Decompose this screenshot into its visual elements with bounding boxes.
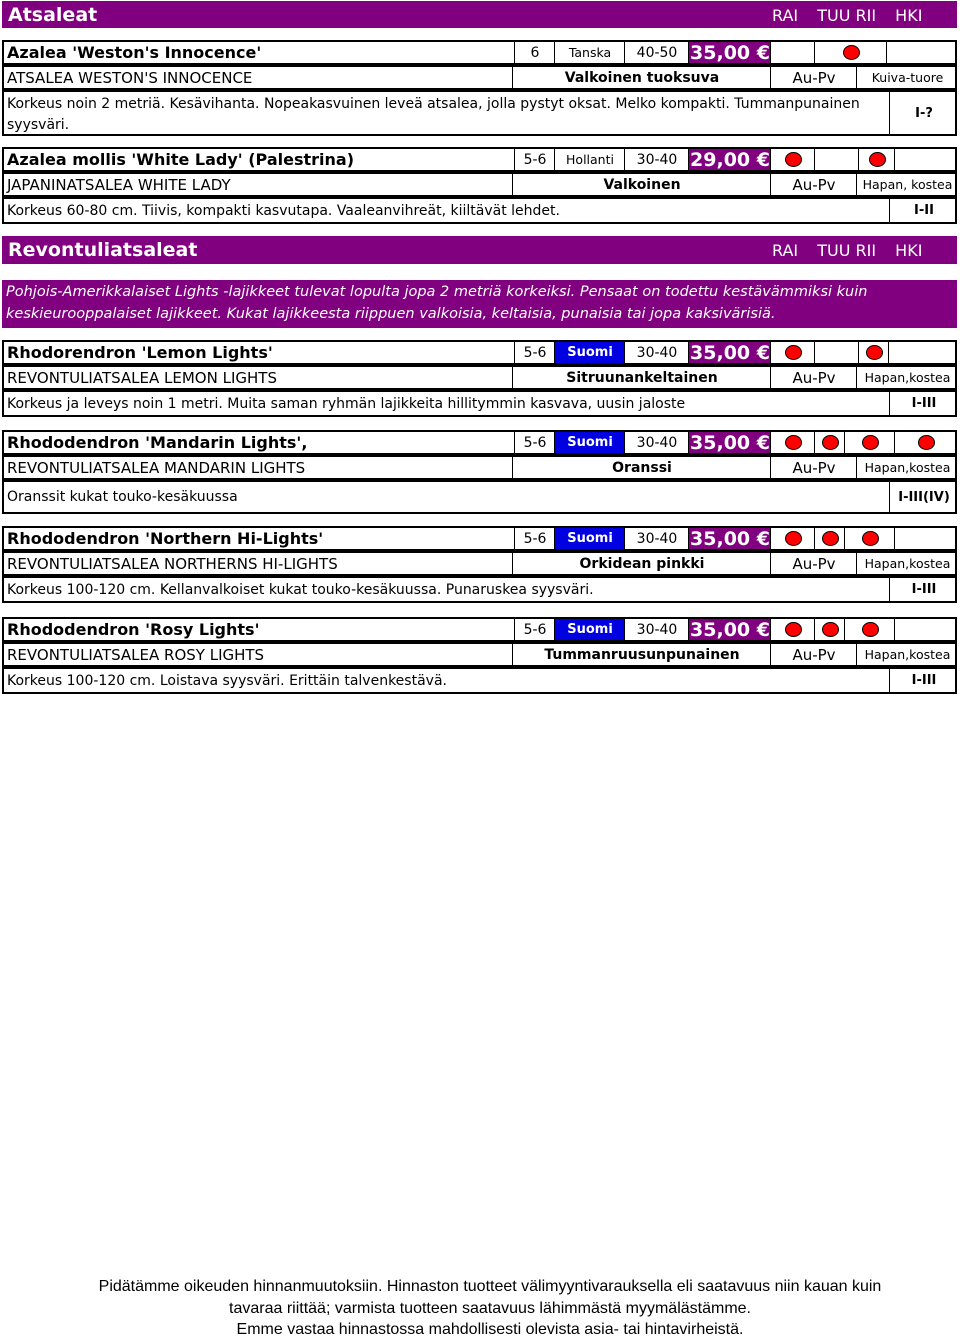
avail-hki xyxy=(844,619,895,640)
common-name: REVONTULIATSALEA NORTHERNS HI-LIGHTS xyxy=(7,554,338,573)
available-dot-icon xyxy=(862,531,879,546)
price: 35,00 € xyxy=(688,42,771,63)
zone: 5-6 xyxy=(514,528,555,549)
avail-hki xyxy=(844,528,895,549)
common-name: REVONTULIATSALEA MANDARIN LIGHTS xyxy=(7,458,306,477)
product-desc-row xyxy=(2,480,957,514)
store-columns xyxy=(772,241,936,260)
footer-line: Emme vastaa hinnastossa mahdollisesti olevista asia- tai hintavirheistä. xyxy=(236,1321,744,1338)
common-name: JAPANINATSALEA WHITE LADY xyxy=(7,175,231,194)
available-dot-icon xyxy=(822,622,839,637)
origin-badge: Suomi xyxy=(554,342,625,363)
available-dot-icon xyxy=(918,435,935,450)
available-dot-icon xyxy=(785,345,802,360)
product-name: Azalea mollis 'White Lady' (Palestrina) xyxy=(7,150,355,169)
product-mandarin-lights xyxy=(2,430,957,514)
light: Au-Pv xyxy=(770,644,857,665)
light: Au-Pv xyxy=(770,367,857,388)
section-header-revontuli xyxy=(2,236,957,264)
light: Au-Pv xyxy=(770,553,857,574)
avail-tuu xyxy=(814,149,859,170)
store-columns xyxy=(772,6,936,25)
store-hki: HKI xyxy=(895,241,923,260)
avail-tuu xyxy=(814,528,845,549)
avail-rai xyxy=(770,619,815,640)
section-header-atsaleat xyxy=(2,1,957,28)
avail-tuu xyxy=(814,432,845,453)
product-weston-innocence xyxy=(2,40,957,136)
origin-badge: Suomi xyxy=(554,432,625,453)
flower-color: Valkoinen xyxy=(512,174,771,195)
product-sub-row xyxy=(2,455,957,480)
hardiness-zone: I-III xyxy=(889,392,958,415)
store-hki: HKI xyxy=(895,6,923,25)
product-name: Rhodorendron 'Lemon Lights' xyxy=(7,343,273,362)
available-dot-icon xyxy=(785,435,802,450)
avail-tuu xyxy=(814,42,887,63)
product-desc-row xyxy=(2,197,957,224)
section-title: Revontuliatsaleat xyxy=(8,239,198,261)
available-dot-icon xyxy=(785,531,802,546)
hardiness-zone: I-III(IV) xyxy=(889,482,958,512)
available-dot-icon xyxy=(822,435,839,450)
avail-rai xyxy=(770,342,815,363)
store-rai: RAI xyxy=(772,241,799,260)
product-sub-row xyxy=(2,365,957,390)
footer-disclaimer xyxy=(0,1276,960,1341)
price: 35,00 € xyxy=(688,619,771,640)
soil: Hapan,kostea xyxy=(856,367,958,388)
store-tuu: TUU RII xyxy=(817,6,877,25)
product-sub-row xyxy=(2,551,957,576)
origin-badge: Suomi xyxy=(554,528,625,549)
size: 30-40 xyxy=(624,432,689,453)
product-name: Azalea 'Weston's Innocence' xyxy=(7,43,262,62)
flower-color: Valkoinen tuoksuva xyxy=(512,67,771,88)
origin-badge: Suomi xyxy=(554,619,625,640)
product-desc-row xyxy=(2,576,957,603)
product-main-row xyxy=(2,340,957,365)
price: 35,00 € xyxy=(688,342,771,363)
zone: 5-6 xyxy=(514,432,555,453)
zone: 6 xyxy=(514,42,555,63)
zone: 5-6 xyxy=(514,149,555,170)
empty-cell xyxy=(894,528,958,549)
soil: Hapan,kostea xyxy=(856,644,958,665)
empty-cell xyxy=(894,149,958,170)
available-dot-icon xyxy=(822,531,839,546)
product-main-row xyxy=(2,526,957,551)
hardiness-zone: I-II xyxy=(889,199,958,222)
flower-color: Tummanruusunpunainen xyxy=(512,644,771,665)
product-sub-row xyxy=(2,65,957,90)
product-main-row xyxy=(2,40,957,65)
footer-line: tavaraa riittää; varmista tuotteen saatavuus lähimmästä myymälästämme. xyxy=(229,1299,751,1317)
avail-hki xyxy=(858,149,895,170)
avail-hki xyxy=(886,42,958,63)
store-tuu: TUU RII xyxy=(817,241,877,260)
empty-cell xyxy=(888,342,958,363)
avail-rai xyxy=(770,42,815,63)
soil: Hapan,kostea xyxy=(856,457,958,478)
product-main-row xyxy=(2,147,957,172)
flower-color: Orkidean pinkki xyxy=(512,553,771,574)
product-main-row xyxy=(2,430,957,455)
size: 30-40 xyxy=(624,342,689,363)
avail-rai xyxy=(770,432,815,453)
size: 30-40 xyxy=(624,619,689,640)
soil: Kuiva-tuore xyxy=(856,67,958,88)
description: Korkeus 100-120 cm. Loistava syysväri. Erittäin talvenkestävä. xyxy=(7,673,447,689)
product-white-lady xyxy=(2,147,957,224)
soil: Hapan, kostea xyxy=(856,174,958,195)
product-desc-row xyxy=(2,90,957,136)
description: Korkeus noin 2 metriä. Kesävihanta. Nopeakasvuinen leveä atsalea, jolla pystyt oksat. Melko kompakti. Tummanpunainen syysväri. xyxy=(7,96,860,133)
size: 30-40 xyxy=(624,149,689,170)
common-name: ATSALEA WESTON'S INNOCENCE xyxy=(7,68,253,87)
soil: Hapan,kostea xyxy=(856,553,958,574)
origin: Hollanti xyxy=(554,149,625,170)
avail-tuu xyxy=(814,619,845,640)
available-dot-icon xyxy=(785,152,802,167)
available-dot-icon xyxy=(869,152,886,167)
zone: 5-6 xyxy=(514,342,555,363)
description: Korkeus 100-120 cm. Kellanvalkoiset kukat touko-kesäkuussa. Punaruskea syysväri. xyxy=(7,582,594,598)
product-name: Rhododendron 'Rosy Lights' xyxy=(7,620,260,639)
product-rosy-lights xyxy=(2,617,957,694)
origin: Tanska xyxy=(554,42,625,63)
avail-tuu xyxy=(814,342,859,363)
available-dot-icon xyxy=(862,435,879,450)
price: 29,00 € xyxy=(688,149,771,170)
common-name: REVONTULIATSALEA LEMON LIGHTS xyxy=(7,368,277,387)
light: Au-Pv xyxy=(770,457,857,478)
section-title: Atsaleat xyxy=(8,4,98,26)
flower-color: Oranssi xyxy=(512,457,771,478)
common-name: REVONTULIATSALEA ROSY LIGHTS xyxy=(7,645,265,664)
footer-line: Pidätämme oikeuden hinnanmuutoksiin. Hinnaston tuotteet välimyyntivarauksella eli saatavuus niin kauan kuin xyxy=(98,1278,882,1295)
empty-cell xyxy=(894,619,958,640)
size: 30-40 xyxy=(624,528,689,549)
price: 35,00 € xyxy=(688,432,771,453)
description: Korkeus 60-80 cm. Tiivis, kompakti kasvutapa. Vaaleanvihreät, kiiltävät lehdet. xyxy=(7,203,560,219)
store-rai: RAI xyxy=(772,6,799,25)
product-name: Rhododendron 'Mandarin Lights', xyxy=(7,433,308,452)
avail-rai xyxy=(770,528,815,549)
avail-extra xyxy=(894,432,958,453)
hardiness-zone: I-III xyxy=(889,669,958,692)
flower-color: Sitruunankeltainen xyxy=(512,367,771,388)
product-desc-row xyxy=(2,390,957,417)
description: Korkeus ja leveys noin 1 metri. Muita saman ryhmän lajikkeita hillitymmin kasvava, uusin jaloste xyxy=(7,396,686,412)
avail-hki xyxy=(844,432,895,453)
hardiness-zone: I-? xyxy=(889,92,958,134)
available-dot-icon xyxy=(785,622,802,637)
product-northern-hi-lights xyxy=(2,526,957,603)
avail-hki xyxy=(858,342,889,363)
product-main-row xyxy=(2,617,957,642)
product-lemon-lights xyxy=(2,340,957,417)
section-intro: Pohjois-Amerikkalaiset Lights -lajikkeet tulevat lopulta jopa 2 metriä korkeiksi. Pensaat on todettu kestävämmiksi kuin keskieurooppalaiset lajikkeet. Kukat lajikkeesta riippuen valkoisia, keltaisia, punaisia tai jopa kaksivärisiä. xyxy=(2,280,957,328)
available-dot-icon xyxy=(843,45,860,60)
light: Au-Pv xyxy=(770,174,857,195)
product-name: Rhododendron 'Northern Hi-Lights' xyxy=(7,529,324,548)
available-dot-icon xyxy=(866,345,883,360)
product-desc-row xyxy=(2,667,957,694)
hardiness-zone: I-III xyxy=(889,578,958,601)
description: Oranssit kukat touko-kesäkuussa xyxy=(7,489,238,505)
product-sub-row xyxy=(2,172,957,197)
zone: 5-6 xyxy=(514,619,555,640)
avail-rai xyxy=(770,149,815,170)
price: 35,00 € xyxy=(688,528,771,549)
available-dot-icon xyxy=(862,622,879,637)
light: Au-Pv xyxy=(770,67,857,88)
size: 40-50 xyxy=(624,42,689,63)
product-sub-row xyxy=(2,642,957,667)
